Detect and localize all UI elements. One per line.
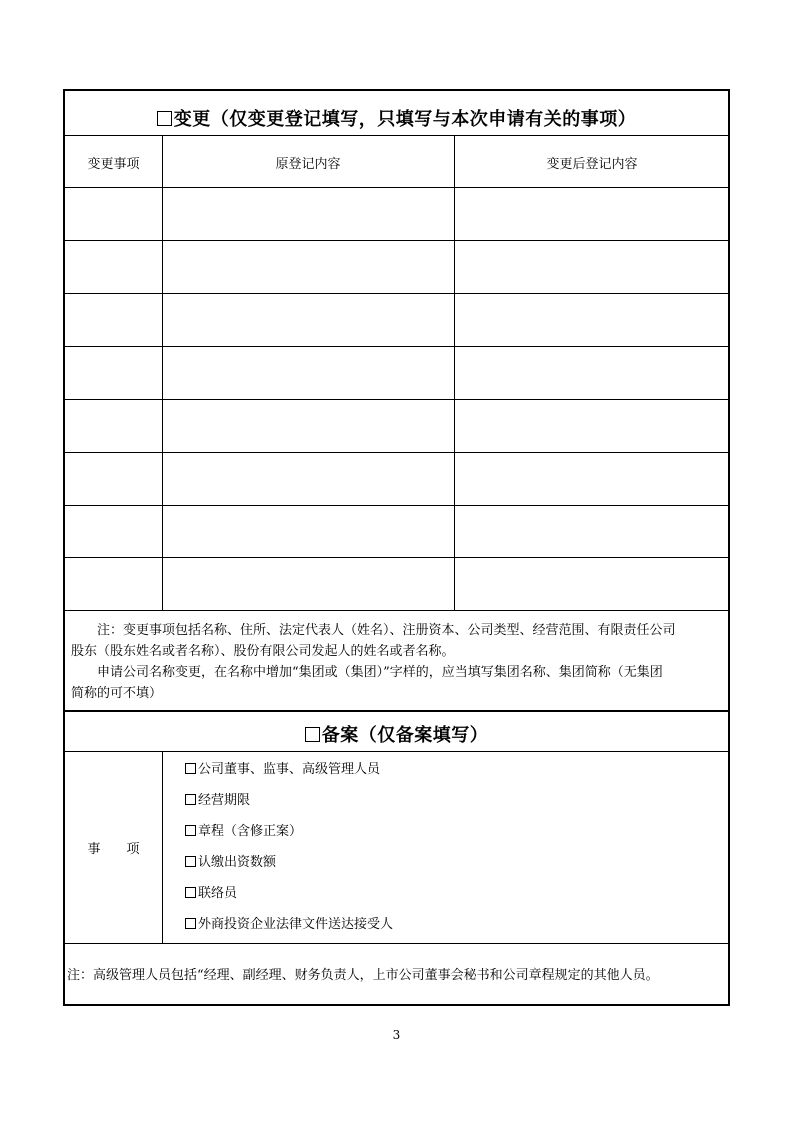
- checkbox[interactable]: [185, 856, 196, 867]
- table-row-6-new[interactable]: [455, 453, 730, 505]
- table-row-7-new[interactable]: [455, 506, 730, 557]
- filing-item-label: 章程（含修正案）: [198, 824, 303, 839]
- divider: [65, 135, 728, 136]
- change-note-line-1: 注：变更事项包括名称、住所、法定代表人（姓名）、注册资本、公司类型、经营范围、有限责任公司: [97, 623, 676, 638]
- change-note: [71, 620, 722, 704]
- table-row-7-original[interactable]: [163, 506, 454, 557]
- filing-item-label: 公司董事、监事、高级管理人员: [198, 762, 381, 777]
- filing-item-label: 联络员: [198, 886, 238, 901]
- table-row-4-new[interactable]: [455, 347, 730, 399]
- filing-item-term[interactable]: [185, 791, 250, 811]
- checkbox[interactable]: [185, 918, 196, 929]
- table-row-4-original[interactable]: [163, 347, 454, 399]
- filing-item-legal-recipient[interactable]: [185, 915, 393, 935]
- filing-item-label: 认缴出资数额: [198, 855, 277, 870]
- header-new-content: 变更后登记内容: [546, 157, 638, 172]
- filing-items-label: 事 项: [87, 842, 140, 857]
- table-row-3-new[interactable]: [455, 294, 730, 346]
- table-row-5-item[interactable]: [65, 400, 162, 452]
- table-row-2-item[interactable]: [65, 241, 162, 293]
- filing-section-title-text: 备案（仅备案填写）: [321, 725, 489, 746]
- checkbox[interactable]: [185, 825, 196, 836]
- divider: [65, 943, 728, 944]
- header-original-content: 原登记内容: [275, 157, 341, 172]
- table-row-2-original[interactable]: [163, 241, 454, 293]
- table-row-7-item[interactable]: [65, 506, 162, 557]
- table-row-8-original[interactable]: [163, 558, 454, 610]
- filing-section-title: [65, 721, 728, 747]
- table-row-1-new[interactable]: [455, 188, 730, 240]
- table-row-8-item[interactable]: [65, 558, 162, 610]
- change-checkbox[interactable]: [157, 111, 172, 126]
- row-divider: [65, 610, 728, 611]
- change-note-line-3: 申请公司名称变更，在名称中增加“集团或（集团）”字样的，应当填写集团名称、集团简称（无集团: [97, 665, 663, 680]
- checkbox[interactable]: [185, 887, 196, 898]
- header-change-item: 变更事项: [87, 157, 140, 172]
- filing-item-label: 外商投资企业法律文件送达接受人: [198, 917, 394, 932]
- table-row-5-new[interactable]: [455, 400, 730, 452]
- table-row-6-original[interactable]: [163, 453, 454, 505]
- filing-note: 注：高级管理人员包括“经理、副经理、财务负责人，上市公司董事会秘书和公司章程规定的其他人员。: [67, 968, 659, 983]
- filing-item-label: 经营期限: [198, 793, 251, 808]
- filing-item-liaison[interactable]: [185, 884, 237, 904]
- checkbox[interactable]: [185, 794, 196, 805]
- change-section-title-text: 变更（仅变更登记填写，只填写与本次申请有关的事项）: [173, 109, 637, 130]
- table-row-4-item[interactable]: [65, 347, 162, 399]
- filing-item-capital[interactable]: [185, 853, 276, 873]
- change-note-line-2: 股东（股东姓名或者名称）、股份有限公司发起人的姓名或者名称。: [71, 644, 455, 659]
- table-row-1-original[interactable]: [163, 188, 454, 240]
- form-table: [63, 89, 730, 1006]
- table-row-2-new[interactable]: [455, 241, 730, 293]
- filing-checkbox[interactable]: [305, 727, 320, 742]
- checkbox[interactable]: [185, 763, 196, 774]
- filing-item-officers[interactable]: [185, 760, 380, 780]
- filing-item-articles[interactable]: [185, 822, 302, 842]
- change-section-title: [65, 105, 728, 131]
- table-row-8-new[interactable]: [455, 558, 730, 610]
- change-note-line-4: 简称的可不填）: [71, 686, 163, 701]
- table-row-6-item[interactable]: [65, 453, 162, 505]
- table-row-3-item[interactable]: [65, 294, 162, 346]
- column-divider: [162, 751, 163, 943]
- table-row-3-original[interactable]: [163, 294, 454, 346]
- page-number: 3: [392, 1028, 401, 1042]
- section-divider: [65, 710, 728, 712]
- divider: [65, 751, 728, 752]
- table-row-5-original[interactable]: [163, 400, 454, 452]
- table-row-1-item[interactable]: [65, 188, 162, 240]
